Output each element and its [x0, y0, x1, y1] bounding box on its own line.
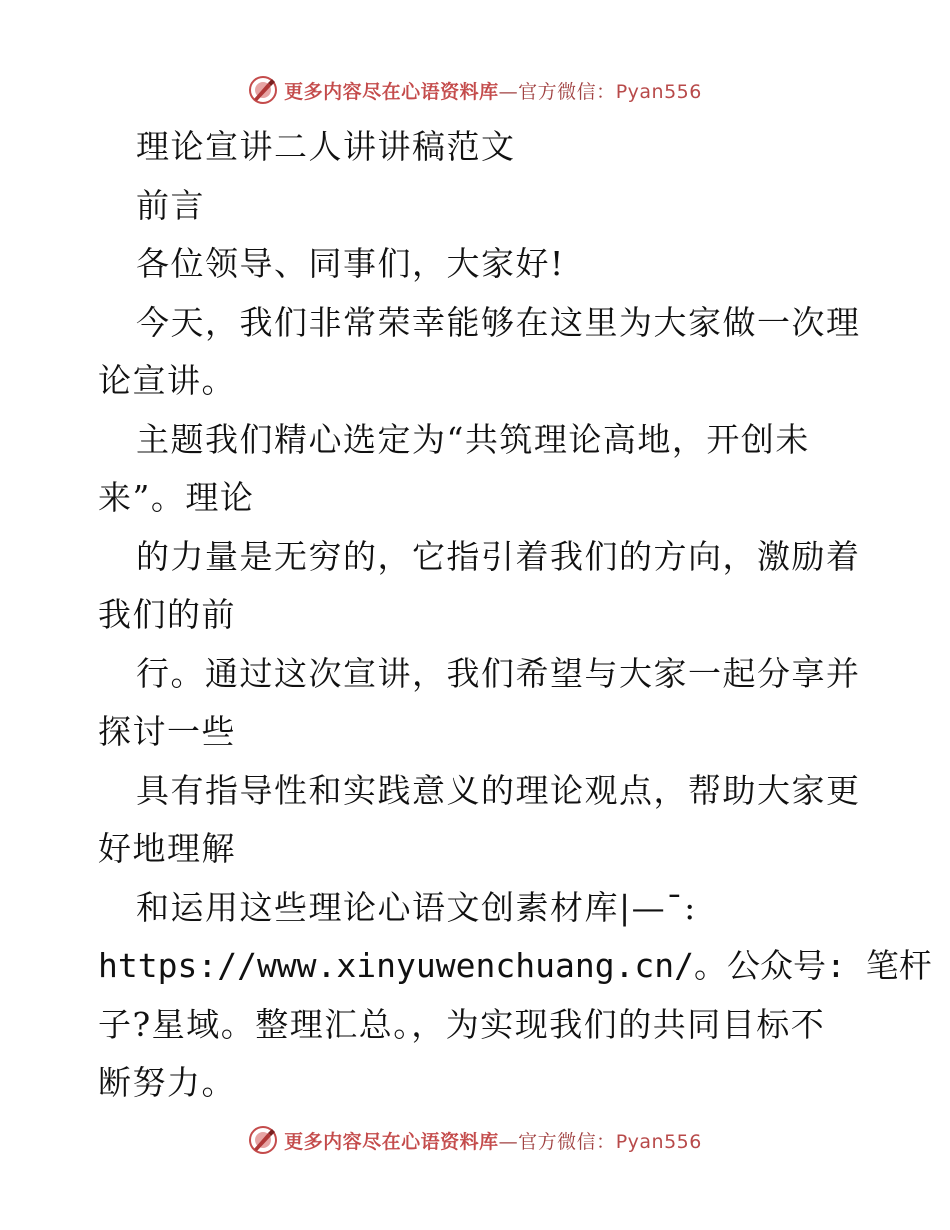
greeting-line: 各位领导、同事们，大家好!	[136, 244, 565, 283]
paragraph-line: 断努力。	[98, 1063, 236, 1102]
paragraph-line: 好地理解	[98, 829, 236, 868]
paragraph-line: 来”。理论	[98, 478, 255, 517]
footer-watermark-sep: —官方微信：	[498, 1130, 616, 1153]
document-body	[98, 118, 932, 1113]
paragraph-line: 今天，我们非常荣幸能够在这里为大家做一次理	[136, 302, 861, 342]
header-watermark-banner	[0, 70, 950, 110]
footer-watermark-banner	[0, 1120, 950, 1160]
section-heading: 前言	[136, 185, 205, 225]
footer-watermark-id: Pyan556	[615, 1130, 702, 1153]
header-watermark-cn: 更多内容尽在心语资料库	[284, 80, 499, 103]
paragraph-line: 子?星域。整理汇总。，为实现我们的共同目标不	[98, 1004, 826, 1044]
paragraph-line: 主题我们精心选定为“共筑理论高地，开创未	[136, 419, 810, 459]
paragraph-line: 行。通过这次宣讲，我们希望与大家一起分享并	[136, 653, 861, 693]
header-watermark-id: Pyan556	[615, 80, 702, 103]
footer-watermark-text	[284, 1127, 702, 1154]
paragraph-line: 探讨一些	[98, 712, 236, 751]
paragraph-line: 具有指导性和实践意义的理论观点，帮助大家更	[136, 770, 861, 810]
paragraph-line: 和运用这些理论心语文创素材库|—¯:	[136, 887, 697, 927]
paragraph-line: 的力量是无穷的，它指引着我们的方向，激励着	[136, 536, 861, 576]
paragraph-line: 论宣讲。	[98, 361, 236, 400]
footer-watermark-cn: 更多内容尽在心语资料库	[284, 1130, 499, 1153]
document-title: 理论宣讲二人讲讲稿范文	[136, 127, 516, 166]
pen-logo-icon	[248, 1125, 278, 1155]
header-watermark-sep: —官方微信：	[498, 80, 616, 103]
url-line: https://www.xinyuwenchuang.cn/。公众号: 笔杆	[98, 946, 932, 985]
header-watermark-text	[284, 77, 702, 104]
paragraph-line: 我们的前	[98, 595, 236, 634]
pen-logo-icon	[248, 75, 278, 105]
